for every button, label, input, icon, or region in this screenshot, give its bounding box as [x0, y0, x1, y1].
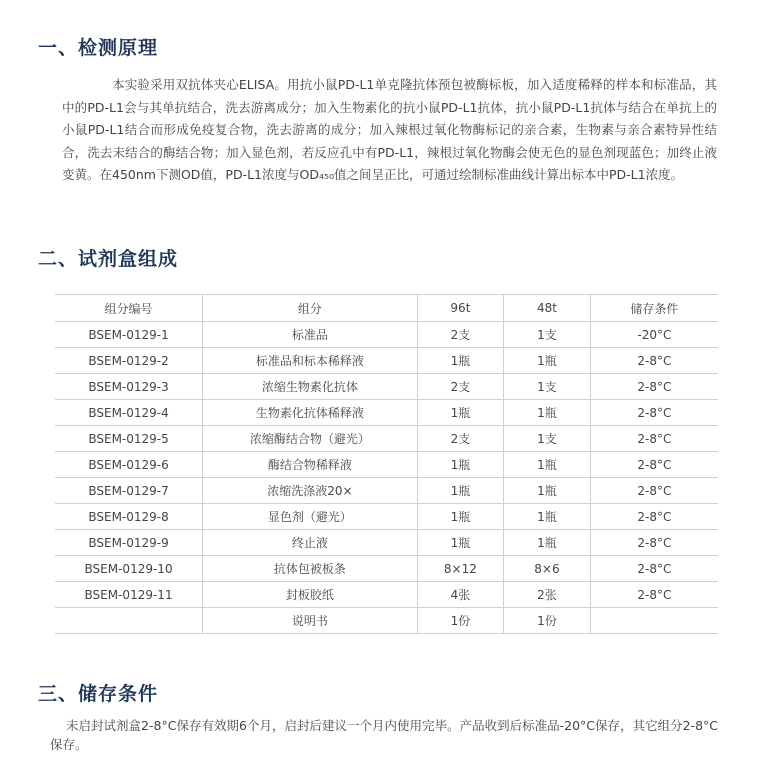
table-row [55, 608, 718, 634]
table-cell: 2-8°C [590, 530, 718, 556]
table-row [55, 582, 718, 608]
table-cell: 2支 [417, 426, 504, 452]
table-cell: 浓缩生物素化抗体 [203, 374, 418, 400]
column-header: 组分编号 [55, 295, 203, 322]
table-cell: 1支 [504, 374, 591, 400]
table-cell: 1瓶 [417, 452, 504, 478]
table-cell: BSEM-0129-5 [55, 426, 203, 452]
kit-components-table [55, 294, 718, 634]
table-row [55, 400, 718, 426]
table-cell: 1份 [504, 608, 591, 634]
principle-paragraph: 本实验采用双抗体夹心ELISA。用抗小鼠PD-L1单克隆抗体预包被酶标板，加入适度稀释的样本和标准品，其中的PD-L1会与其单抗结合，洗去游离成分；加入生物素化的抗小鼠PD-L1抗体，抗小鼠PD-L1抗体与结合在单抗上的小鼠PD-L1结合而形成免疫复合物，洗去游离的成分；加入辣根过氧化物酶标记的亲合素，生物素与亲合素特异性结合，洗去未结合的酶结合物；加入显色剂，若反应孔中有PD-L1，辣根过氧化物酶会使无色的显色剂现蓝色；加终止液变黄。在450nm下测OD值，PD-L1浓度与OD₄₅₀值之间呈正比，可通过绘制标准曲线计算出标本中PD-L1浓度。 [62, 77, 717, 182]
table-cell: 1瓶 [504, 348, 591, 374]
table-row [55, 374, 718, 400]
table-cell: BSEM-0129-7 [55, 478, 203, 504]
table-cell: BSEM-0129-9 [55, 530, 203, 556]
table-cell: BSEM-0129-1 [55, 322, 203, 348]
table-cell: 2张 [504, 582, 591, 608]
table-cell: 1瓶 [417, 478, 504, 504]
table-cell: 2-8°C [590, 452, 718, 478]
table-cell: 2-8°C [590, 348, 718, 374]
table-cell: 生物素化抗体稀释液 [203, 400, 418, 426]
table-cell: 2-8°C [590, 582, 718, 608]
table-cell: 2-8°C [590, 556, 718, 582]
table-cell: 8×12 [417, 556, 504, 582]
table-cell: BSEM-0129-2 [55, 348, 203, 374]
table-cell: 抗体包被板条 [203, 556, 418, 582]
table-cell: 浓缩洗涤液20× [203, 478, 418, 504]
table-row [55, 452, 718, 478]
table-cell: 8×6 [504, 556, 591, 582]
table-cell: 1瓶 [417, 504, 504, 530]
table-cell: BSEM-0129-10 [55, 556, 203, 582]
table-row [55, 504, 718, 530]
table-cell: 1瓶 [504, 504, 591, 530]
table-row [55, 426, 718, 452]
column-header: 储存条件 [590, 295, 718, 322]
table-row [55, 556, 718, 582]
table-cell: 标准品 [203, 322, 418, 348]
table-cell: 1瓶 [504, 452, 591, 478]
table-cell: BSEM-0129-3 [55, 374, 203, 400]
table-cell: 说明书 [203, 608, 418, 634]
table-body [55, 322, 718, 634]
table-header-row [55, 295, 718, 322]
table-cell: 1瓶 [417, 348, 504, 374]
table-cell: 2-8°C [590, 504, 718, 530]
table-row [55, 348, 718, 374]
table-cell: 浓缩酶结合物（避光） [203, 426, 418, 452]
section-title-storage: 三、储存条件 [38, 683, 159, 705]
table-cell: BSEM-0129-11 [55, 582, 203, 608]
table-row [55, 478, 718, 504]
table-cell: -20°C [590, 322, 718, 348]
table-cell: 1瓶 [504, 400, 591, 426]
table-cell: 标准品和标本稀释液 [203, 348, 418, 374]
table-cell: 4张 [417, 582, 504, 608]
table-cell: 1瓶 [504, 478, 591, 504]
table-cell [590, 608, 718, 634]
table-cell: BSEM-0129-4 [55, 400, 203, 426]
table-cell: 1支 [504, 426, 591, 452]
table-cell: 1瓶 [504, 530, 591, 556]
table-cell: 1瓶 [417, 530, 504, 556]
table-cell: 2-8°C [590, 426, 718, 452]
table-cell: 终止液 [203, 530, 418, 556]
table-cell: BSEM-0129-8 [55, 504, 203, 530]
table-cell: 2-8°C [590, 478, 718, 504]
storage-paragraph: 未启封试剂盒2-8°C保存有效期6个月，启封后建议一个月内使用完毕。产品收到后标准品-20°C保存，其它组分2-8°C保存。 [50, 718, 718, 752]
table-cell: 1瓶 [417, 400, 504, 426]
column-header: 96t [417, 295, 504, 322]
table-cell: 酶结合物稀释液 [203, 452, 418, 478]
column-header: 组分 [203, 295, 418, 322]
table-cell: 2支 [417, 322, 504, 348]
table-cell: 1支 [504, 322, 591, 348]
table-cell: BSEM-0129-6 [55, 452, 203, 478]
table-cell: 封板胶纸 [203, 582, 418, 608]
section-title-principle: 一、检测原理 [38, 37, 159, 59]
table-cell: 2-8°C [590, 374, 718, 400]
table-cell: 1份 [417, 608, 504, 634]
table-row [55, 530, 718, 556]
table-cell [55, 608, 203, 634]
table-cell: 2支 [417, 374, 504, 400]
table-cell: 显色剂（避光） [203, 504, 418, 530]
table-cell: 2-8°C [590, 400, 718, 426]
column-header: 48t [504, 295, 591, 322]
table-row [55, 322, 718, 348]
section-title-kit: 二、试剂盒组成 [38, 248, 179, 270]
